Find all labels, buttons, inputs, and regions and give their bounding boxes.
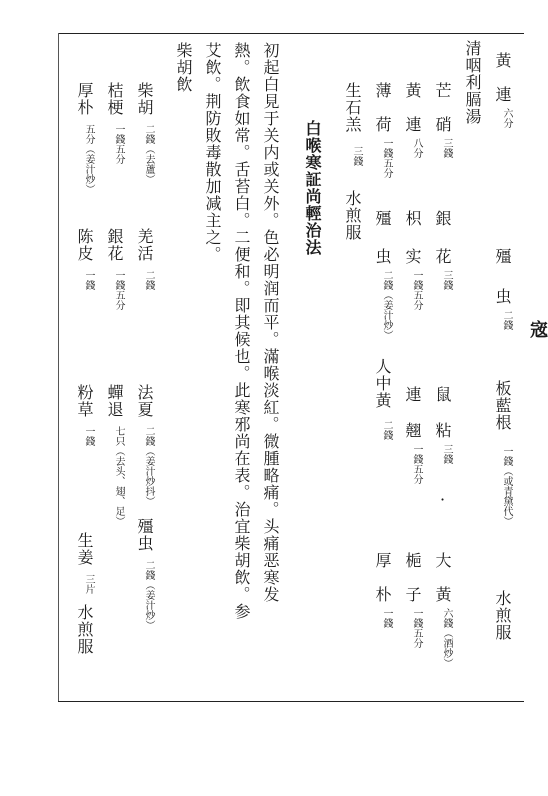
herb-char: 厚	[373, 552, 392, 569]
herb-name: 陈皮	[75, 228, 94, 262]
frame-left-rule	[58, 33, 59, 701]
herb-dose: 一錢五分	[411, 270, 422, 310]
herb-dose: 二錢（姜汁炒抖）	[143, 426, 154, 506]
herb-dose: 三錢	[441, 270, 452, 290]
herb-char: 翹	[403, 422, 422, 439]
preparation-note: 水煎服	[343, 190, 362, 241]
herb-name: 羌活	[135, 228, 154, 262]
herb-name: 生姜	[75, 532, 94, 566]
herb-name: 桔梗	[105, 82, 124, 116]
herb-dose: 三錢	[441, 444, 452, 464]
herb-dose: 一錢	[381, 608, 392, 628]
herb-char: 連	[403, 116, 422, 133]
herb-name: 人中黃	[373, 358, 392, 409]
herb-char: 大	[433, 552, 452, 569]
herb-name: 法夏	[135, 384, 154, 418]
herb-char: 連	[403, 386, 422, 403]
herb-name: 銀花	[105, 228, 124, 262]
body-text-col3: 艾飲。荆防敗毒散加减主之。	[203, 42, 222, 263]
herb-dose: 二錢（去蘆）	[143, 124, 154, 184]
herb-char: 花	[433, 248, 452, 265]
herb-dose: 二錢	[143, 270, 154, 290]
herb-char: 連	[493, 86, 512, 103]
herb-dose: 三錢	[351, 146, 362, 166]
body-text-col2: 熱。飲食如常。舌苔白。二便和。即其候也。此寒邪尚在表。治宜柴胡飲。参	[232, 42, 251, 620]
herb-dose: 三片	[83, 574, 94, 594]
herb-char: 銀	[433, 210, 452, 227]
herb-dose: 七只（去头、翅、足）	[113, 426, 124, 526]
preparation-note: 水煎服	[493, 590, 512, 641]
herb-char: 黃	[403, 82, 422, 99]
herb-name: 粉草	[75, 384, 94, 418]
herb-char: 薄	[373, 82, 392, 99]
frame-top-rule	[58, 33, 524, 34]
herb-char: 实	[403, 248, 422, 265]
herb-char: 黃	[433, 586, 452, 603]
herb-dose: 一錢	[83, 426, 94, 446]
formula-title: 柴胡飲	[174, 42, 193, 93]
herb-char: 黃	[493, 52, 512, 69]
herb-dose: 一錢（或青黛代）	[501, 446, 512, 526]
herb-char: 殭	[373, 210, 392, 227]
herb-char: 虫	[493, 288, 512, 305]
herb-char: 梔	[403, 552, 422, 569]
herb-char: 芒	[433, 82, 452, 99]
herb-dose: 八分	[411, 138, 422, 158]
frame-bottom-rule	[58, 701, 524, 702]
herb-name: 生石羔	[343, 82, 362, 133]
herb-dose: 一錢五分	[113, 270, 124, 310]
herb-dose: 三錢	[441, 138, 452, 158]
herb-char: 粘	[433, 422, 452, 439]
herb-dose: 二錢（姜汁炒）	[143, 560, 154, 630]
section-heading: 白喉寒証尚輕治法	[303, 120, 322, 256]
herb-dose: 一錢五分	[411, 444, 422, 484]
herb-dose: 一錢五分	[411, 608, 422, 648]
herb-dose: 一錢	[83, 270, 94, 290]
herb-char: 殭	[493, 248, 512, 265]
herb-dose: 六錢（酒炒）	[441, 608, 452, 668]
herb-dose: 五分（姜汁炒）	[83, 124, 94, 194]
herb-char: 鼠	[433, 386, 452, 403]
herb-dose: 六分	[501, 108, 512, 128]
herb-name: 厚朴	[75, 82, 94, 116]
herb-dose: 二錢（姜汁炒）	[381, 270, 392, 340]
herb-name: 板藍根	[493, 380, 512, 431]
herb-dose: 二錢	[501, 310, 512, 330]
herb-name: 柴胡	[135, 82, 154, 116]
body-text-col1: 初起白見于关内或关外。色必明润而平。滿喉淡紅。微腫略痛。头痛恶寒发	[261, 42, 280, 603]
herb-name: 蟬退	[105, 384, 124, 418]
herb-dose: 二錢	[381, 420, 392, 440]
herb-char: 硝	[433, 116, 452, 133]
separator-dot: ·	[433, 490, 452, 510]
herb-dose: 一錢五分	[381, 138, 392, 178]
page-side-mark: 宼	[530, 320, 548, 341]
herb-char: 枳	[403, 210, 422, 227]
preparation-note: 水煎服	[75, 604, 94, 655]
herb-char: 子	[403, 586, 422, 603]
herb-dose: 一錢五分	[113, 124, 124, 164]
formula-title: 清咽利膈湯	[463, 40, 482, 125]
herb-name: 殭虫	[135, 518, 154, 552]
herb-char: 荷	[373, 116, 392, 133]
herb-char: 虫	[373, 248, 392, 265]
herb-char: 朴	[373, 586, 392, 603]
